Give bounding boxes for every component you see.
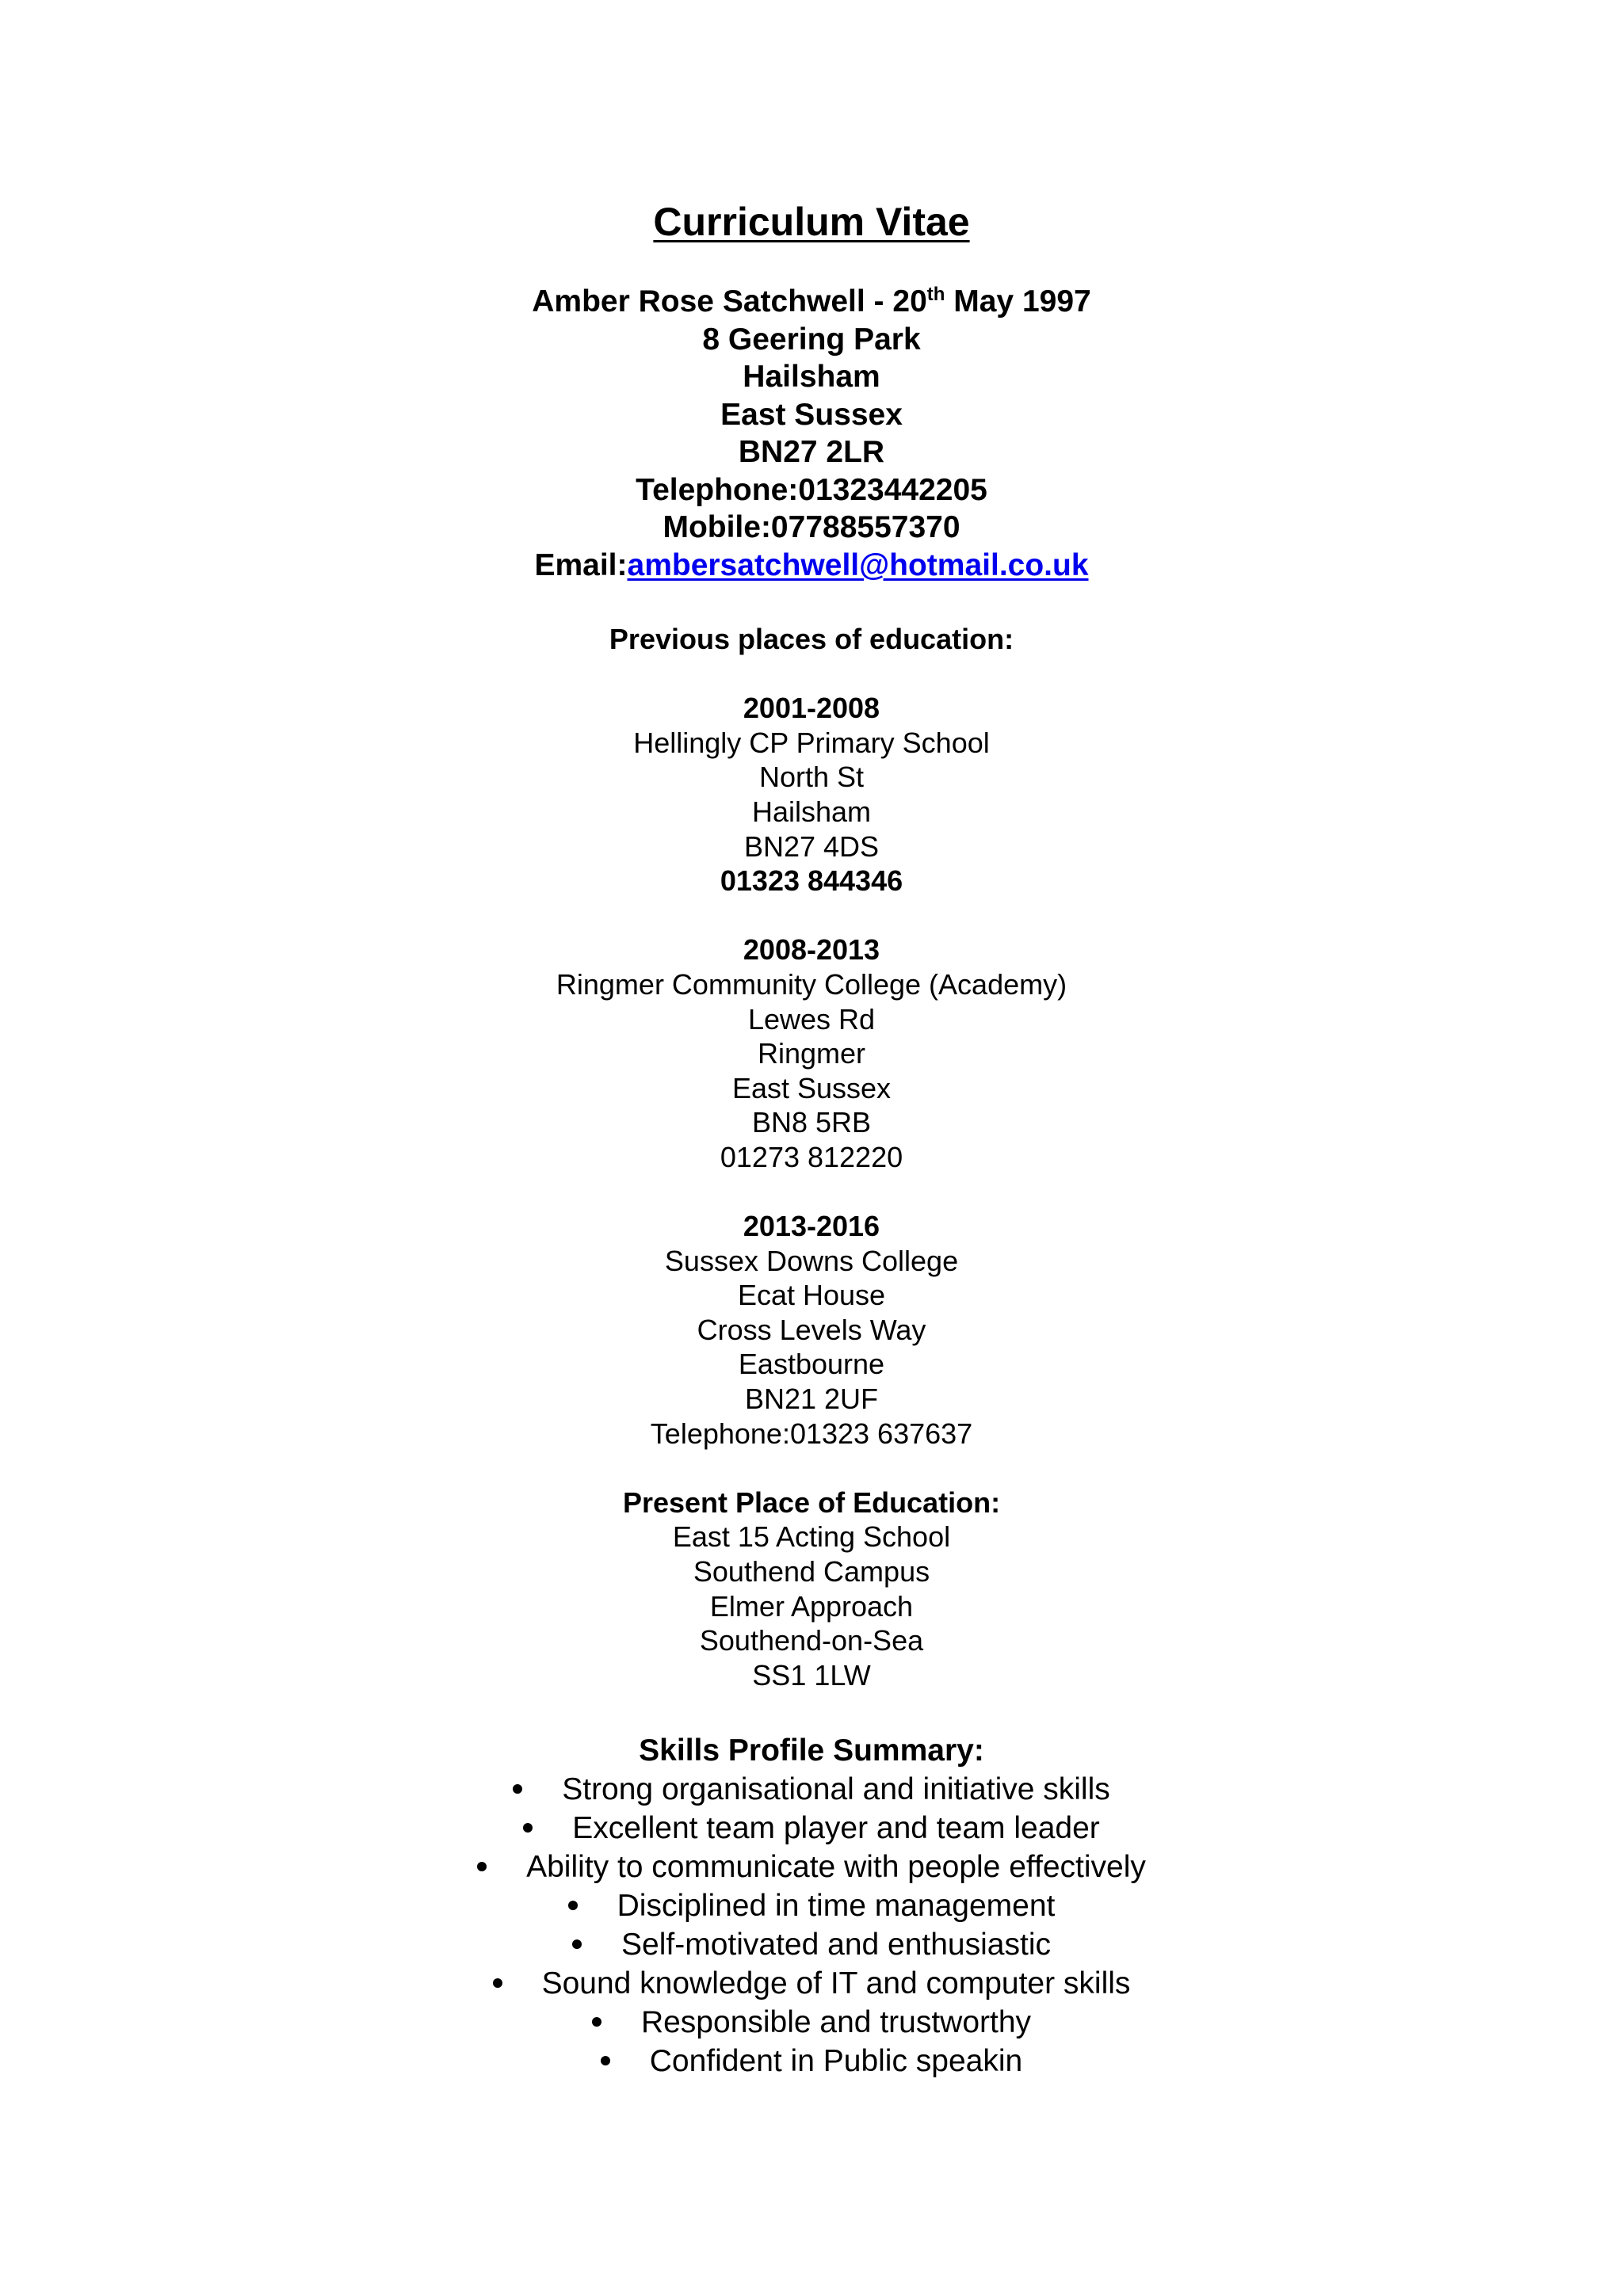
skill-text: Confident in Public speakin — [649, 2044, 1023, 2078]
bullet-icon — [592, 2017, 601, 2027]
school-address-line: Eastbourne — [738, 1348, 885, 1381]
bullet-icon — [601, 2056, 610, 2065]
skills-heading: Skills Profile Summary: — [639, 1733, 984, 1768]
skill-item — [0, 1886, 1623, 1925]
school-phone: 01323 844346 — [720, 864, 903, 898]
school-address-line: Hailsham — [751, 795, 872, 828]
present-school-line: Southend Campus — [693, 1555, 930, 1589]
postcode: BN27 2LR — [738, 435, 885, 469]
school-years: 2008-2013 — [743, 933, 880, 967]
present-school-line: SS1 1LW — [752, 1658, 871, 1691]
bullet-icon — [568, 1901, 578, 1910]
skill-text: Excellent team player and team leader — [572, 1811, 1100, 1845]
school-entry — [0, 1209, 1623, 1451]
present-education-heading: Present Place of Education: — [622, 1486, 1001, 1519]
skills-list — [0, 1770, 1623, 2081]
school-entry — [0, 933, 1623, 1174]
bullet-icon — [523, 1823, 533, 1833]
skill-text: Responsible and trustworthy — [640, 2005, 1032, 2039]
present-school-line: Elmer Approach — [709, 1589, 914, 1623]
school-address-line: BN8 5RB — [751, 1106, 872, 1139]
telephone: Telephone:01323442205 — [636, 472, 987, 507]
school-address-line: Ecat House — [737, 1279, 886, 1312]
school-name: Hellingly CP Primary School — [633, 726, 990, 759]
school-address-line: Ringmer — [757, 1037, 866, 1070]
school-name: Ringmer Community College (Academy) — [556, 967, 1067, 1001]
email-line — [0, 547, 1623, 585]
school-address-line: North St — [758, 761, 865, 794]
bullet-icon — [572, 1939, 582, 1949]
skill-item — [0, 1925, 1623, 1964]
bullet-icon — [493, 1978, 502, 1988]
email-link[interactable]: ambersatchwell@hotmail.co.uk — [627, 547, 1089, 582]
school-address-line: Lewes Rd — [747, 1002, 876, 1035]
skill-text: Self-motivated and enthusiastic — [621, 1928, 1051, 1962]
school-phone: Telephone:01323 637637 — [650, 1417, 973, 1450]
skill-item — [0, 2003, 1623, 2042]
ordinal-suffix: th — [926, 284, 945, 305]
bullet-icon — [513, 1784, 522, 1794]
skill-item — [0, 1848, 1623, 1886]
school-phone: 01273 812220 — [720, 1140, 903, 1173]
address-line-1: 8 Geering Park — [702, 322, 921, 357]
school-name: Sussex Downs College — [664, 1244, 959, 1277]
school-entry — [0, 691, 1623, 898]
skill-item — [0, 1809, 1623, 1848]
present-education — [0, 1486, 1623, 1693]
skill-text: Ability to communicate with people effectively — [526, 1850, 1146, 1884]
bullet-icon — [477, 1862, 487, 1871]
previous-education-heading: Previous places of education: — [609, 623, 1014, 655]
name-dob-suffix: May 1997 — [945, 284, 1091, 318]
school-address-line: Cross Levels Way — [697, 1313, 926, 1346]
skill-text: Sound knowledge of IT and computer skills — [541, 1966, 1131, 2000]
skill-item — [0, 1770, 1623, 1809]
school-address-line: BN21 2UF — [744, 1383, 879, 1416]
present-school-line: East 15 Acting School — [672, 1520, 951, 1554]
school-address-line: BN27 4DS — [743, 830, 880, 863]
skill-item — [0, 1964, 1623, 2003]
school-years: 2001-2008 — [743, 692, 880, 725]
school-address-line: East Sussex — [731, 1071, 892, 1104]
page-title: Curriculum Vitae — [653, 200, 970, 244]
contact-header — [0, 283, 1623, 584]
address-line-2: Hailsham — [743, 360, 880, 394]
mobile: Mobile:07788557370 — [663, 510, 960, 544]
previous-education — [0, 622, 1623, 1692]
present-school-line: Southend-on-Sea — [699, 1624, 924, 1657]
address-line-3: East Sussex — [720, 397, 903, 432]
name-dob-prefix: Amber Rose Satchwell - 20 — [532, 284, 927, 318]
school-years: 2013-2016 — [743, 1210, 880, 1243]
name-dob-line — [0, 283, 1623, 321]
skill-text: Strong organisational and initiative skills — [562, 1772, 1110, 1806]
email-label: Email: — [534, 547, 628, 582]
skill-text: Disciplined in time management — [617, 1889, 1056, 1923]
skill-item — [0, 2042, 1623, 2081]
